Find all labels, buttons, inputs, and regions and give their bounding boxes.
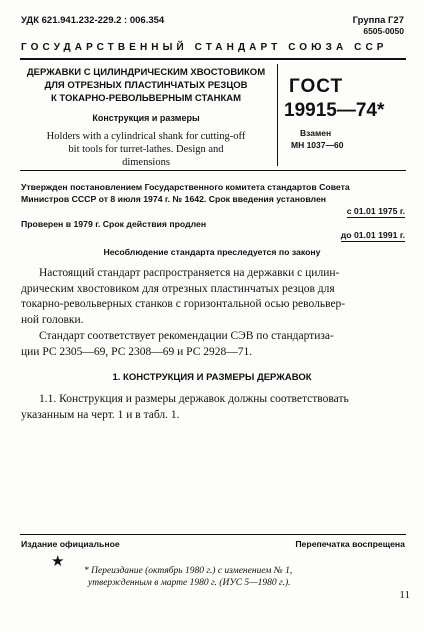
reissue-note: [84, 565, 292, 589]
title-ru-subtitle: Конструкция и размеры: [92, 113, 200, 123]
title-divider: [277, 64, 278, 166]
state-standard-banner: ГОСУДАРСТВЕННЫЙ СТАНДАРТ СОЮЗА ССР: [21, 42, 388, 53]
paragraph-line: ной головки.: [21, 313, 84, 326]
note-line: утвержденным в марте 1980 г. (ИУС 5—1980 г.).: [88, 578, 291, 588]
approval-line: Министров СССР от 8 июля 1974 г. № 1642. Срок введения установлен: [21, 194, 327, 204]
title-en: [20, 130, 272, 169]
title-ru-line: К ТОКАРНО-РЕВОЛЬВЕРНЫМ СТАНКАМ: [50, 93, 242, 104]
paragraph-line: Стандарт соответствует рекомендации СЭВ по стандартиза-: [39, 330, 334, 342]
udk-code: УДК 621.941.232-229.2 : 006.354: [21, 15, 165, 26]
paragraph-line: Настоящий стандарт распространяется на державки с цилин-: [39, 267, 340, 279]
intro-paragraph: [21, 266, 407, 328]
okstu-code: 6505-0050: [363, 26, 404, 36]
paragraph-line: указанным на черт. 1 и в табл. 1.: [21, 408, 180, 421]
replaces-label: Взамен: [300, 128, 332, 138]
section-heading: 1. КОНСТРУКЦИЯ И РАЗМЕРЫ ДЕРЖАВОК: [112, 372, 312, 383]
page-number: 11: [399, 589, 410, 601]
paragraph-line: дрическим хвостовиком для отрезных пластинчатых резцов для: [21, 282, 335, 295]
star-icon: ★: [51, 552, 65, 570]
clause-paragraph: [21, 392, 407, 423]
approval-text: [21, 181, 405, 205]
approval-line: Утвержден постановлением Государственного комитета стандартов Совета: [21, 182, 350, 192]
group-code: Группа Г27: [352, 15, 404, 26]
title-ru-line: ДЛЯ ОТРЕЗНЫХ ПЛАСТИНЧАТЫХ РЕЗЦОВ: [44, 80, 248, 91]
banner-rule: [20, 58, 406, 60]
paragraph-line: 1.1. Конструкция и размеры державок должны соответствовать: [39, 393, 349, 405]
title-en-line: bit tools for turret-lathes. Design and: [68, 144, 224, 155]
extended-date: до 01.01 1991 г.: [340, 230, 405, 240]
title-bottom-rule: [20, 170, 406, 171]
title-en-line: Holders with a cylindrical shank for cutting-off: [46, 131, 246, 142]
effective-date: с 01.01 1975 г.: [346, 206, 405, 216]
reprint-prohibited: Перепечатка воспрещена: [295, 539, 405, 549]
law-notice: Несоблюдение стандарта преследуется по закону: [103, 247, 321, 257]
review-text: Проверен в 1979 г. Срок действия продлен: [21, 219, 207, 229]
compliance-paragraph: [21, 329, 407, 360]
paragraph-line: токарно-револьверных станков с горизонтальной осью револьвер-: [21, 298, 346, 310]
note-line: * Переиздание (октябрь 1980 г.) с изменением № 1,: [84, 566, 293, 576]
title-ru-line: ДЕРЖАВКИ С ЦИЛИНДРИЧЕСКИМ ХВОСТОВИКОМ: [26, 67, 266, 78]
paragraph-line: ции РС 2305—69, РС 2308—69 и РС 2928—71.: [21, 345, 253, 358]
title-ru: [20, 66, 272, 105]
gost-label: ГОСТ: [289, 76, 344, 97]
footer-rule: [20, 534, 406, 535]
official-edition: Издание официальное: [21, 539, 120, 549]
replaces-value: МН 1037—60: [291, 140, 344, 150]
gost-number: 19915—74*: [284, 100, 385, 121]
title-en-line: dimensions: [122, 157, 170, 168]
